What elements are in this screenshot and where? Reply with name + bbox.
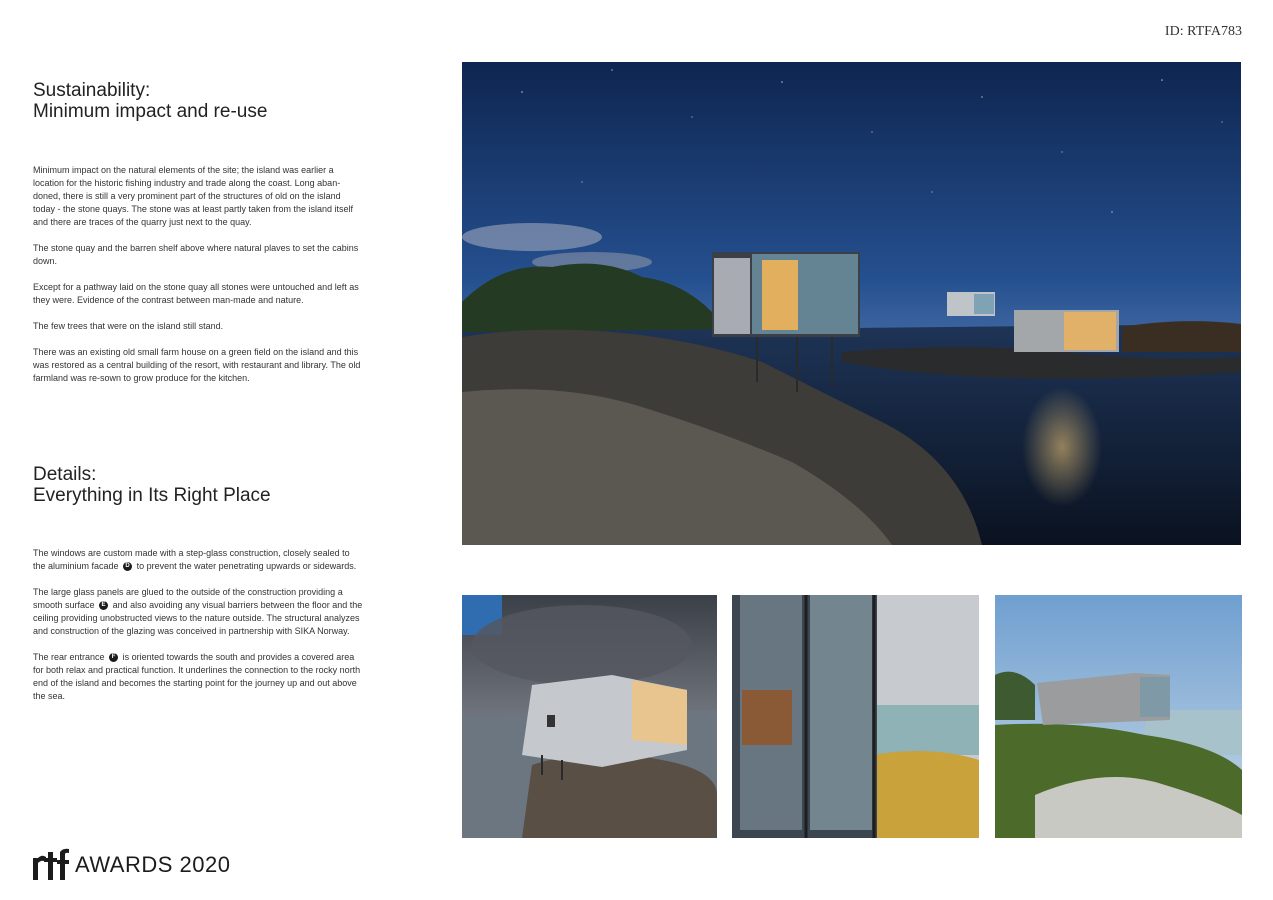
paragraph: There was an existing old small farm house on a green field on the island and this was restored as a central building of the resort, with restaurant and library. The old farmland was re-sown to grow produce for the kitchen. (33, 347, 361, 383)
heading-line-1: Details: (33, 464, 97, 485)
text: is oriented towards the south and provides a covered area for both relax and practical function. It underlines the connection to the rocky north end of the island and becomes the starting point for the journey up and out above the sea. (33, 652, 361, 701)
heading-line-2: Minimum impact and re-use (33, 101, 268, 122)
awards-label: AWARDS 2020 (75, 852, 231, 877)
sustainability-body (33, 164, 363, 398)
section-heading-details (33, 464, 393, 506)
text: The windows are custom made with a step-glass construction, closely sealed to the aluminium facade (33, 548, 350, 571)
text: The large glass panels are glued to the outside of the construction providing a smooth surface (33, 587, 343, 610)
text: to prevent the water penetrating upwards or sidewards. (136, 561, 357, 571)
rtf-awards-logo (33, 848, 230, 882)
paragraph: Minimum impact on the natural elements of the site; the island was earlier a location for the historic fishing industry and trade along the coast. Long aban-doned, there is still a very prominent part of the structures of old on the island today - the stone quays. The stone was at least partly taken from the island itself and there are traces of the quarry just next to the quay. (33, 165, 354, 227)
paragraph: Except for a pathway laid on the stone quay all stones were untouched and left as they were. Evidence of the contrast between man-made and nature. (33, 282, 359, 305)
paragraph: The stone quay and the barren shelf above where natural plaves to set the cabins down. (33, 243, 359, 266)
photo-cabin-green-shore (995, 595, 1242, 838)
marker-d: D (123, 562, 132, 571)
photo-night-cabins (462, 62, 1241, 545)
paragraph-windows (33, 547, 363, 573)
heading-line-1: Sustainability: (33, 80, 151, 101)
page-id: ID: RTFA783 (1164, 24, 1242, 39)
paragraph-glass-panels (33, 586, 363, 638)
details-body (33, 547, 363, 716)
text: and also avoiding any visual barriers between the floor and the ceiling providing unobstructed views to the nature outside. The structural analyzes and construction of the glazing was conceived in partnership with SIKA Norway. (33, 600, 363, 636)
heading-line-2: Everything in Its Right Place (33, 485, 271, 506)
rtf-logo-mark-icon (33, 848, 71, 882)
text: The rear entrance (33, 652, 105, 662)
section-heading-sustainability (33, 80, 393, 122)
marker-f: F (109, 653, 118, 662)
photo-glass-facade-reflection (732, 595, 979, 838)
paragraph-rear-entrance (33, 651, 363, 703)
paragraph: The few trees that were on the island still stand. (33, 321, 224, 331)
marker-e: E (99, 601, 108, 610)
photo-cabin-stormy-sky (462, 595, 717, 838)
